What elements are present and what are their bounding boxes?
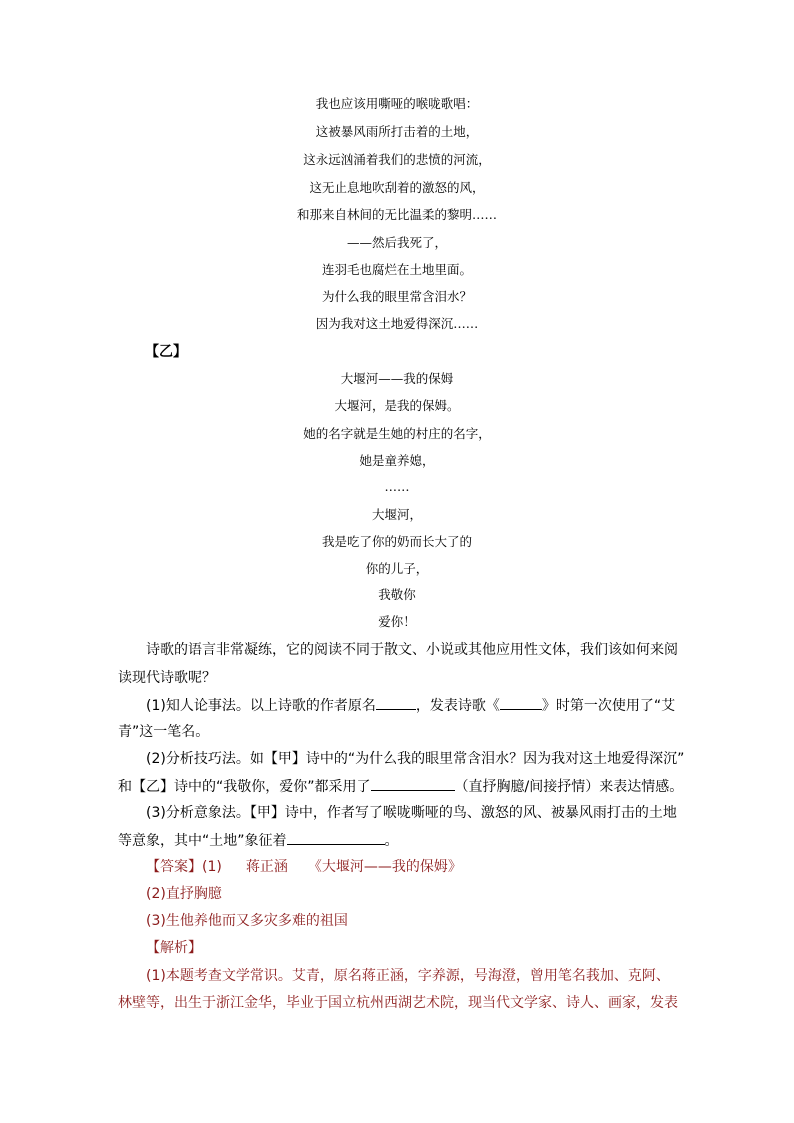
poem-line: 为什么我的眼里常含泪水？ <box>321 289 472 304</box>
poem-line: 你的儿子， <box>365 561 429 576</box>
poem-line: …… <box>384 479 410 494</box>
answer-blank <box>500 695 542 710</box>
poem-line: 这永远汹涌着我们的悲愤的河流， <box>303 152 491 167</box>
poem-line: 她的名字就是生她的村庄的名字， <box>303 426 491 441</box>
question-text: ，发表诗歌《 <box>415 698 500 714</box>
answer-line-1 <box>146 857 462 877</box>
poem-title: 大堰河——我的保姆 <box>340 371 454 386</box>
poem-line: 我也应该用嘶哑的喉咙歌唱： <box>315 96 479 111</box>
question-3-cont <box>118 830 399 851</box>
poem-line: ——然后我死了， <box>346 235 447 250</box>
question-3: (3)分析意象法。【甲】诗中，作者写了喉咙嘶哑的鸟、激怒的风、被暴风雨打击的土地 <box>146 805 677 821</box>
answer-line-2: (2)直抒胸臆 <box>146 886 222 902</box>
analysis-line: (1)本题考查文学常识。艾青，原名蒋正涵，字养源，号海澄，曾用笔名莪加、克阿、 <box>146 968 670 984</box>
question-text: 和【乙】诗中的“我敬你，爱你”都采用了 <box>118 779 371 795</box>
question-1-cont: 青”这一笔名。 <box>118 724 210 740</box>
question-2-cont <box>118 776 683 797</box>
answer-label: 【答案】 <box>146 859 202 875</box>
poem-line: 这无止息地吹刮着的激怒的风， <box>309 180 485 195</box>
answer-blank <box>371 776 455 791</box>
analysis-line: 林壁等，出生于浙江金华，毕业于国立杭州西湖艺术院，现当代文学家、诗人、画家，发表 <box>118 995 678 1011</box>
question-2: (2)分析技巧法。如【甲】诗中的“为什么我的眼里常含泪水？因为我对这土地爱得深沉” <box>146 751 685 767</box>
answer-blank <box>287 830 385 845</box>
answer-line-3: (3)生他养他而又多灾多难的祖国 <box>146 913 348 929</box>
poem-line: 她是童养媳， <box>359 453 435 468</box>
intro-line: 诗歌的语言非常凝练，它的阅读不同于散文、小说或其他应用性文体，我们该如何来阅 <box>146 642 678 658</box>
poem-line: 连羽毛也腐烂在土地里面。 <box>321 262 472 277</box>
poem-line: 我敬你 <box>378 587 416 602</box>
poem-line: 因为我对这土地爱得深沉…… <box>315 316 479 331</box>
question-text: (1)知人论事法。以上诗歌的作者原名 <box>146 698 376 714</box>
question-text: 等意象，其中“土地”象征着 <box>118 833 287 849</box>
answer-name: 蒋正涵 <box>245 859 288 875</box>
poem-line: 和那来自林间的无比温柔的黎明…… <box>296 207 497 222</box>
analysis-label: 【解析】 <box>146 940 202 956</box>
answer-number: (1) <box>202 859 222 875</box>
poem-line: 大堰河， <box>371 507 422 522</box>
poem-line: 我是吃了你的奶而长大了的 <box>321 534 472 549</box>
answer-title: 《大堰河——我的保姆》 <box>307 859 462 875</box>
intro-line: 读现代诗歌呢？ <box>118 670 216 686</box>
section-label-yi: 【乙】 <box>145 344 187 360</box>
poem-line: 爱你！ <box>378 614 416 629</box>
answer-blank <box>376 695 416 710</box>
poem-line: 大堰河，是我的保姆。 <box>334 398 460 413</box>
question-text: （直抒胸臆/间接抒情）来表达情感。 <box>454 779 684 795</box>
question-text: 》时第一次使用了“艾 <box>541 698 676 714</box>
question-text: 。 <box>384 833 399 849</box>
poem-line: 这被暴风雨所打击着的土地， <box>315 124 479 139</box>
question-1 <box>146 695 675 716</box>
